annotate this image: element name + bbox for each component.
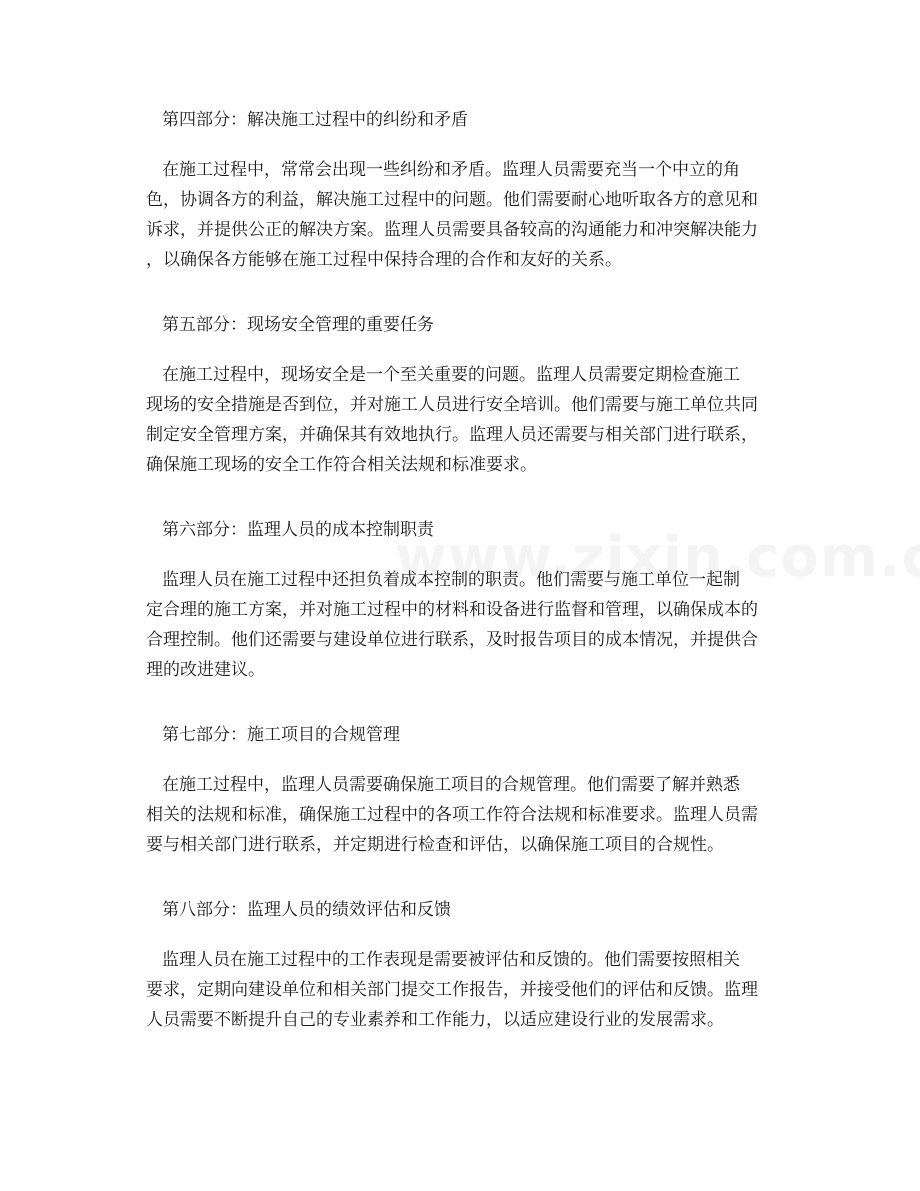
paragraph-line: 监理人员在施工过程中的工作表现是需要被评估和反馈的。他们需要按照相关: [162, 950, 740, 970]
section-heading-8: 第八部分：监理人员的绩效评估和反馈: [162, 900, 451, 920]
section-heading-7: 第七部分：施工项目的合规管理: [162, 725, 400, 745]
paragraph-line: 制定安全管理方案，并确保其有效地执行。监理人员还需要与相关部门进行联系，: [146, 425, 758, 445]
paragraph-line: 要求，定期向建设单位和相关部门提交工作报告，并接受他们的评估和反馈。监理: [146, 980, 758, 1000]
paragraph-line: 要与相关部门进行联系，并定期进行检查和评估，以确保施工项目的合规性。: [146, 835, 724, 855]
section-paragraph-7: [146, 770, 782, 860]
section-heading-5: 第五部分：现场安全管理的重要任务: [162, 315, 434, 335]
paragraph-line: ，以确保各方能够在施工过程中保持合理的合作和友好的关系。: [146, 250, 622, 270]
section-paragraph-4: [146, 155, 782, 275]
paragraph-line: 确保施工现场的安全工作符合相关法规和标准要求。: [146, 455, 537, 475]
paragraph-line: 人员需要不断提升自己的专业素养和工作能力，以适应建设行业的发展需求。: [146, 1010, 724, 1030]
paragraph-line: 监理人员在施工过程中还担负着成本控制的职责。他们需要与施工单位一起制: [162, 570, 740, 590]
paragraph-line: 在施工过程中，常常会出现一些纠纷和矛盾。监理人员需要充当一个中立的角: [162, 160, 740, 180]
paragraph-line: 相关的法规和标准，确保施工过程中的各项工作符合法规和标准要求。监理人员需: [146, 805, 758, 825]
paragraph-line: 定合理的施工方案，并对施工过程中的材料和设备进行监督和管理，以确保成本的: [146, 600, 758, 620]
paragraph-line: 合理控制。他们还需要与建设单位进行联系，及时报告项目的成本情况，并提供合: [146, 630, 758, 650]
paragraph-line: 色，协调各方的利益，解决施工过程中的问题。他们需要耐心地听取各方的意见和: [146, 190, 758, 210]
paragraph-line: 理的改进建议。: [146, 660, 265, 680]
section-paragraph-8: [146, 945, 782, 1035]
paragraph-line: 诉求，并提供公正的解决方案。监理人员需要具备较高的沟通能力和冲突解决能力: [146, 220, 758, 240]
section-paragraph-5: [146, 360, 782, 480]
paragraph-line: 现场的安全措施是否到位，并对施工人员进行安全培训。他们需要与施工单位共同: [146, 395, 758, 415]
paragraph-line: 在施工过程中，监理人员需要确保施工项目的合规管理。他们需要了解并熟悉: [162, 775, 740, 795]
section-heading-4: 第四部分：解决施工过程中的纠纷和矛盾: [162, 110, 468, 130]
section-paragraph-6: [146, 565, 782, 685]
paragraph-line: 在施工过程中，现场安全是一个至关重要的问题。监理人员需要定期检查施工: [162, 365, 740, 385]
section-heading-6: 第六部分：监理人员的成本控制职责: [162, 520, 434, 540]
